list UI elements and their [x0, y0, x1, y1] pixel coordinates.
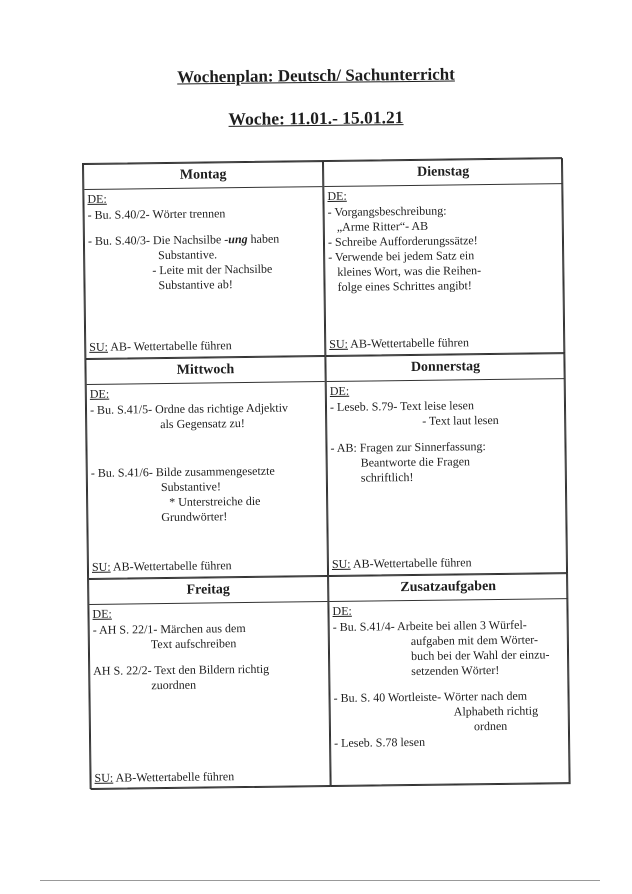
task-line: - Bu. S. 40 Wortleiste- Wörter nach dem — [333, 688, 528, 705]
day-header-freitag: Freitag — [89, 577, 327, 605]
task-line: Beantworte die Fragen — [360, 454, 471, 470]
de-label: DE: — [89, 386, 110, 401]
task-line: kleines Wort, was die Reihen- — [337, 263, 482, 279]
task-line: aufgaben mit dem Wörter- — [410, 632, 539, 649]
task-line: - AH S. 22/1- Märchen aus dem — [92, 621, 246, 637]
task-line: als Gegensatz zu! — [160, 416, 245, 432]
task-line: buch bei der Wahl der einzu- — [410, 647, 550, 664]
task-line: setzenden Wörter! — [411, 662, 500, 679]
task-line: - Bu. S.41/6- Bilde zusammengesetzte — [90, 463, 275, 480]
task-line: zuordnen — [151, 677, 197, 693]
su-line: SU: AB-Wettertabelle führen — [329, 335, 469, 351]
task-line: - Bu. S.41/4- Arbeite bei allen 3 Würfel- — [332, 617, 527, 634]
task-line: Grundwörter! — [161, 509, 228, 525]
day-header-zusatzaufgaben: Zusatzaufgaben — [329, 574, 567, 602]
task-line: Substantive ab! — [158, 277, 233, 293]
day-header-mittwoch: Mittwoch — [86, 357, 324, 385]
task-line: - Vorgangsbeschreibung: — [327, 203, 447, 220]
task-line: - Leseb. S.79- Text leise lesen — [329, 398, 474, 414]
page-bottom-rule — [40, 880, 600, 881]
task-line: - Bu. S.40/3- Die Nachsilbe -ung haben — [87, 231, 280, 248]
de-label: DE: — [329, 383, 350, 398]
day-header-donnerstag: Donnerstag — [326, 354, 564, 382]
task-line: folge eines Schrittes angibt! — [337, 278, 472, 294]
task-line: - Text laut lesen — [422, 412, 499, 428]
task-line: ordnen — [473, 718, 508, 734]
task-line: Alphabeth richtig — [453, 703, 539, 719]
task-line: Text aufschreiben — [150, 636, 237, 652]
cell-zusatzaufgaben — [328, 573, 571, 787]
task-line: schriftlich! — [360, 469, 414, 485]
cell-mittwoch — [85, 356, 328, 579]
su-line: SU: AB-Wettertabelle führen — [94, 769, 235, 785]
task-line: - Verwende bei jedem Satz ein — [328, 248, 475, 264]
task-line: - Leite mit der Nachsilbe — [152, 261, 273, 278]
cell-freitag — [88, 576, 331, 790]
cell-dienstag — [323, 158, 565, 356]
task-line: * Unterstreiche die — [169, 493, 261, 509]
page-title: Wochenplan: Deutsch/ Sachunterricht — [177, 64, 455, 87]
task-line: Substantive! — [160, 479, 222, 495]
task-line: - AB: Fragen zur Sinnerfassung: — [330, 439, 486, 455]
task-line: - Bu. S.40/2- Wörter trennen — [87, 206, 226, 222]
de-label: DE: — [92, 606, 112, 621]
cell-montag — [83, 161, 325, 359]
day-header-dienstag: Dienstag — [324, 159, 562, 187]
de-label: DE: — [332, 603, 352, 618]
su-line: SU: AB- Wettertabelle führen — [89, 338, 232, 354]
task-line: AH S. 22/2- Text den Bildern richtig — [93, 661, 270, 678]
task-line: Substantive. — [158, 247, 218, 263]
week-range: Woche: 11.01.- 15.01.21 — [228, 107, 404, 129]
day-header-montag: Montag — [84, 162, 322, 190]
su-line: SU: AB-Wettertabelle führen — [91, 558, 232, 574]
schedule-table — [82, 157, 570, 789]
task-line: - Bu. S.41/5- Ordne das richtige Adjektiv — [89, 400, 289, 417]
task-line: - Schreibe Aufforderungssätze! — [327, 233, 478, 250]
de-label: DE: — [87, 191, 107, 206]
task-line: „Arme Ritter“- AB — [336, 218, 429, 234]
su-line: SU: AB-Wettertabelle führen — [331, 555, 472, 571]
de-label: DE: — [327, 188, 347, 204]
task-line: - Leseb. S.78 lesen — [334, 734, 426, 750]
cell-donnerstag — [325, 353, 568, 576]
